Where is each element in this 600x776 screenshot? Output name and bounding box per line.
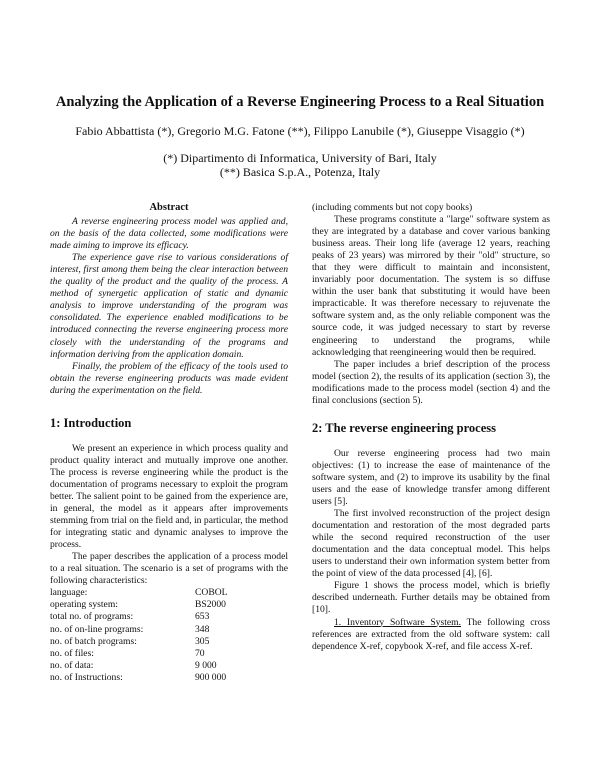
section-2-paragraph: Our reverse engineering process had two main objectives: (1) to increase the ease of maintenance of the software system, and (2) to improve its usability by the final users and the ease of knowledge transfer among different users [5]. xyxy=(312,447,550,508)
characteristic-value: 305 xyxy=(195,635,210,647)
affiliation-2: (**) Basica S.p.A., Potenza, Italy xyxy=(219,165,381,179)
abstract-paragraph: A reverse engineering process model was applied and, on the basis of the data collected, some modifications were made aiming to improve its efficacy. xyxy=(50,216,288,252)
left-column xyxy=(50,202,288,684)
table-row xyxy=(50,636,228,648)
characteristic-value: 900 000 xyxy=(195,671,227,683)
paper-authors: Fabio Abbattista (*), Gregorio M.G. Fatone (**), Filippo Lanubile (*), Giuseppe Visaggio (*) xyxy=(75,124,525,138)
characteristic-value: 70 xyxy=(195,647,205,659)
characteristic-value: BS2000 xyxy=(195,599,226,611)
characteristic-label: no. of Instructions: xyxy=(50,671,123,683)
characteristic-label: no. of batch programs: xyxy=(50,635,137,647)
table-row xyxy=(50,611,228,623)
paper-title: Analyzing the Application of a Reverse Engineering Process to a Real Situation xyxy=(55,94,545,110)
section-1-paragraph: We present an experience in which process quality and product quality interact and mutually improve one another. The process is reverse engineering while the product is the documentation of programs necessary to exploit the program better. The salient point to be gained from the experience are, in general, the model as it appears after improvements stemming from trial on the field and, in particular, the method for integrating static and dynamic analyses to improve the process. xyxy=(50,442,288,551)
section-2-paragraph: The first involved reconstruction of the project design documentation and restoration of the most degraded parts while the second required reconstruction of the user documentation and the data conceptual model. This helps users to understand their own information system better from the point of view of the data processed [4], [6]. xyxy=(312,508,550,580)
table-row xyxy=(50,587,228,599)
abstract-paragraph: Finally, the problem of the efficacy of the tools used to obtain the reverse engineering products was made evident during the experimentation on the field. xyxy=(50,360,288,396)
characteristic-value: 653 xyxy=(195,611,210,623)
table-row xyxy=(50,599,228,611)
table-row xyxy=(50,660,228,672)
step-1-text: The following cross references are extracted from the old software system: call dependence X-ref, copybook X-ref, and file access X-ref. xyxy=(312,616,550,652)
step-1-title: 1. Inventory Software System. xyxy=(334,616,461,628)
characteristic-label: total no. of programs: xyxy=(50,611,134,623)
affiliation-1: (*) Dipartimento di Informatica, University of Bari, Italy xyxy=(163,151,437,165)
abstract-heading: Abstract xyxy=(149,202,189,213)
characteristic-label: no. of files: xyxy=(50,647,94,659)
characteristics-table xyxy=(50,587,228,683)
table-row xyxy=(50,648,228,660)
table-row xyxy=(50,624,228,636)
right-column xyxy=(312,202,550,653)
section-1-heading: 1: Introduction xyxy=(50,415,132,430)
section-2-heading: 2: The reverse engineering process xyxy=(312,420,496,435)
intro-paragraph: The paper includes a brief description of the process model (section 2), the results of its application (section 3), the modifications made to the process model (section 4) and the final conclusions (section 5). xyxy=(312,358,550,406)
characteristic-value: 348 xyxy=(195,623,210,635)
intro-paragraph: These programs constitute a "large" software system as they are integrated by a database and cover various banking business areas. Their long life (average 12 years, reaching peaks of 23 years) was mirrored by their "old" structure, so that they were difficult to maintain and inconsistent, invariably poor documentation. The system is so diffuse within the user bank that substituting it would have been impracticable. It was therefore necessary to rejuvenate the software system and, as the only reliable component was the source code, it was judged necessary to start by reverse engineering to understand the programs, while acknowledging that reengineering would then be required. xyxy=(312,214,550,358)
characteristic-value: COBOL xyxy=(195,587,228,599)
characteristic-label: language: xyxy=(50,587,88,599)
characteristic-value: 9 000 xyxy=(195,659,217,671)
section-1-paragraph: The paper describes the application of a process model to a real situation. The scenario is a set of programs with the following characteristics: xyxy=(50,551,288,587)
characteristic-label: no. of data: xyxy=(50,659,94,671)
characteristic-label: no. of on-line programs: xyxy=(50,623,144,635)
intro-continuation: (including comments but not copy books) xyxy=(312,202,473,213)
abstract-paragraph: The experience gave rise to various considerations of interest, first among them being the clear interaction between the quality of the product and the quality of the process. A method of synergetic application of static and dynamic analysis to improve understanding of the program was consolidated. The experience enabled modifications to be introduced connecting the reverse engineering process more closely with the understanding of the programs and information deriving from the application domain. xyxy=(50,252,288,360)
characteristic-label: operating system: xyxy=(50,599,118,611)
table-row xyxy=(50,672,228,684)
section-2-paragraph: Figure 1 shows the process model, which is briefly described underneath. Further details may be obtained from [10]. xyxy=(312,580,550,616)
step-1-paragraph xyxy=(312,617,550,653)
